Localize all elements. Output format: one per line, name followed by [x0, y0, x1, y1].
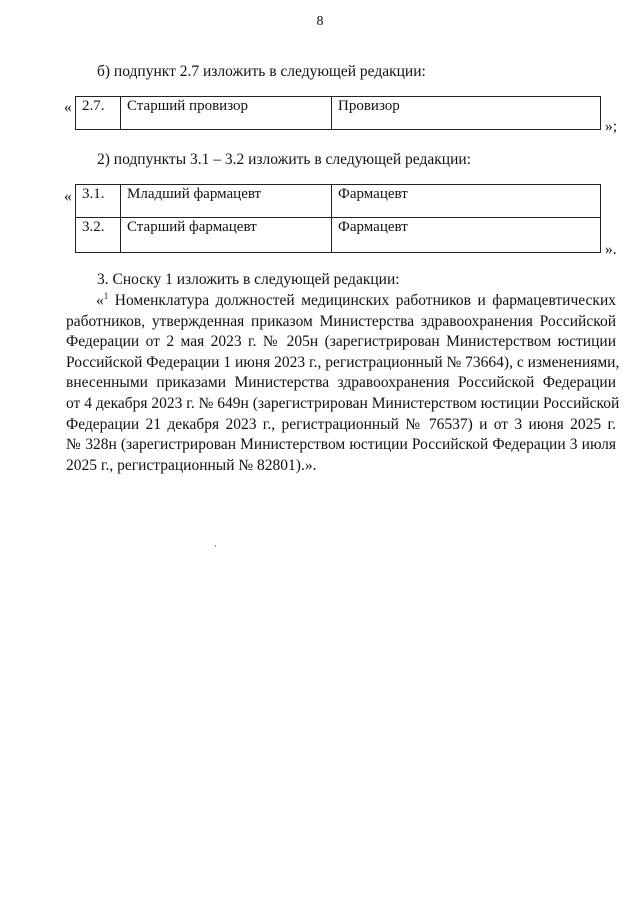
footnote-line: «$^1$ Номенклатура должностей медицинских работников и фармацевтических [96, 290, 616, 309]
footnote-line: Российской Федерации 1 июня 2023 г., регистрационный № 73664), с изменениями, [66, 353, 620, 371]
section-b-close-quote: »; [605, 118, 618, 135]
position-new: Провизор [332, 97, 601, 130]
footnote-line: Федерации 21 декабря 2023 г., регистрационный № 76537) и от 3 июня 2025 г. [66, 415, 616, 433]
table-row [76, 218, 601, 253]
position-old: Старший фармацевт [121, 218, 332, 253]
scan-speck [215, 545, 216, 547]
section-b-heading: б) подпункт 2.7 изложить в следующей редакции: [97, 63, 426, 80]
section-2-open-quote: « [64, 188, 72, 205]
section-2-close-quote: ». [605, 241, 617, 258]
table-row [76, 97, 601, 130]
row-number: 3.2. [76, 218, 121, 253]
footnote-marker: 1 [103, 290, 109, 301]
footnote-line: Федерации от 2 мая 2023 г. № 205н (зарегистрирован Министерством юстиции [66, 333, 616, 351]
section-b-table [75, 96, 601, 130]
row-number: 3.1. [76, 185, 121, 218]
page-number: 8 [316, 14, 324, 29]
section-2-table [75, 184, 601, 253]
footnote-line: внесенными приказами Министерства здравоохранения Российской Федерации [66, 374, 616, 392]
position-new: Фармацевт [332, 185, 601, 218]
row-number: 2.7. [76, 97, 121, 130]
section-2-heading: 2) подпункты 3.1 – 3.2 изложить в следующей редакции: [97, 151, 471, 168]
footnote-text [66, 290, 620, 476]
section-3-heading: 3. Сноску 1 изложить в следующей редакции: [97, 271, 400, 288]
position-new: Фармацевт [332, 218, 601, 253]
section-b-open-quote: « [64, 99, 72, 116]
footnote-open-quote: « [96, 292, 104, 309]
footnote-line: от 4 декабря 2023 г. № 649н (зарегистрирован Министерством юстиции Российской [66, 394, 620, 412]
table-row [76, 185, 601, 218]
footnote-line: работников, утвержденная приказом Министерства здравоохранения Российской [66, 312, 616, 330]
position-old: Старший провизор [121, 97, 332, 130]
position-old: Младший фармацевт [121, 185, 332, 218]
footnote-line: № 328н (зарегистрирован Министерством юстиции Российской Федерации 3 июля [66, 436, 616, 454]
footnote-line: 2025 г., регистрационный № 82801).». [66, 456, 317, 474]
